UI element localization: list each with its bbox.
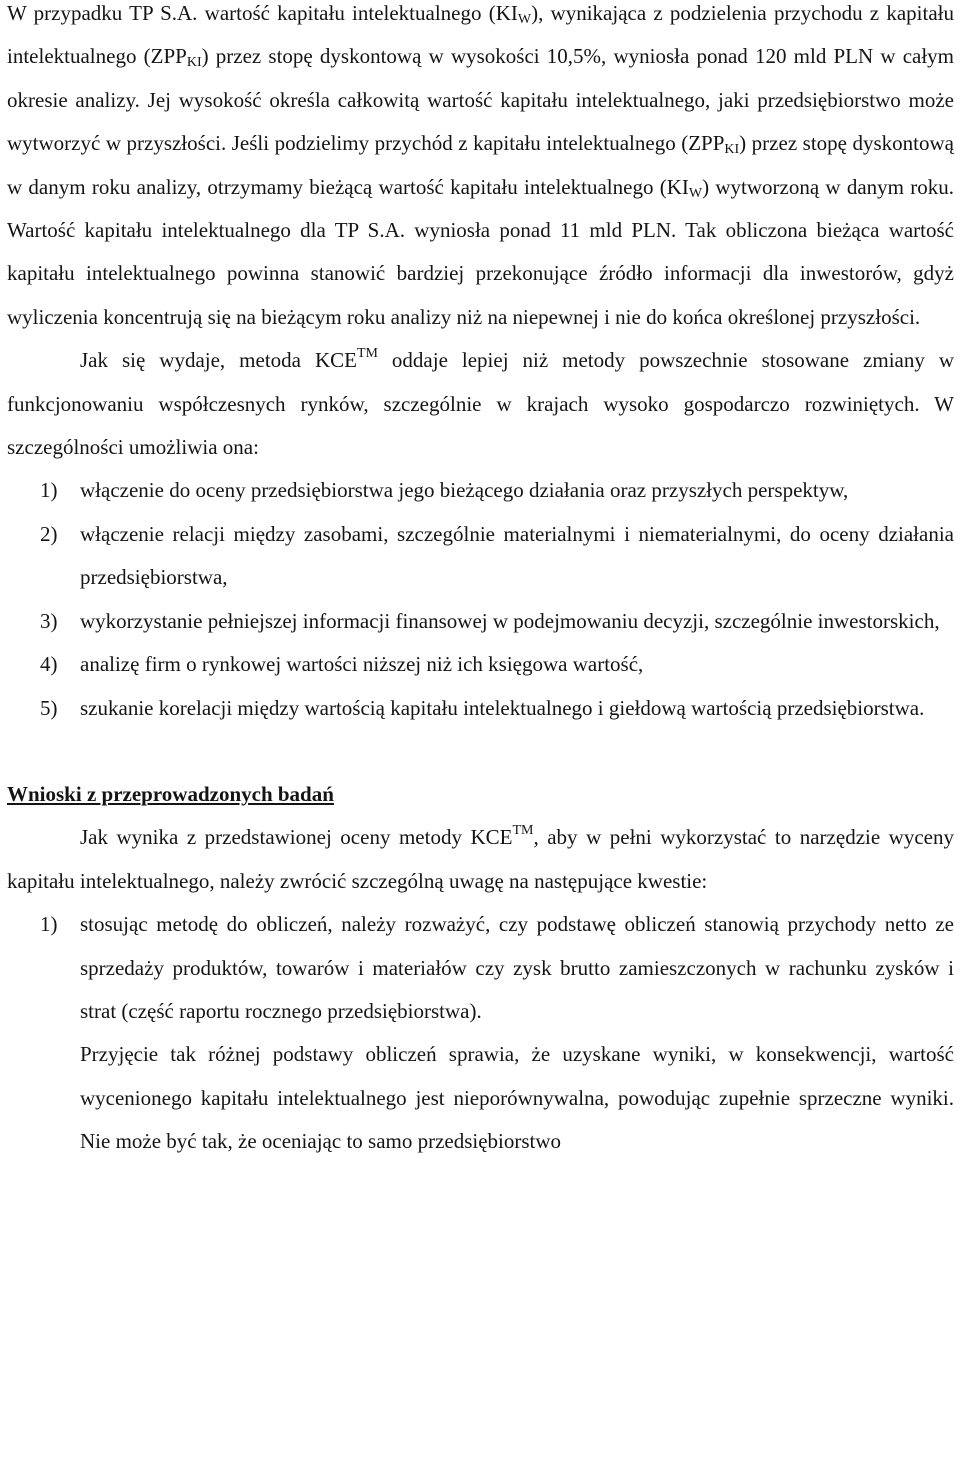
text-run: W przypadku TP S.A. wartość kapitału intelektualnego (KI: [7, 1, 518, 25]
advantages-list: [7, 469, 954, 729]
list-item-continuation: Przyjęcie tak różnej podstawy obliczeń sprawia, że uzyskane wyniki, w konsekwencji, wartość wycenionego kapitału intelektualnego jest nieporównywalna, powodując zupełnie sprzeczne wyniki. Nie może być tak, że oceniając to samo przedsiębiorstwo: [80, 1042, 954, 1154]
list-item-text: włączenie do oceny przedsiębiorstwa jego bieżącego działania oraz przyszłych perspektyw,: [80, 478, 849, 503]
list-item: [7, 687, 954, 730]
list-item-text: wykorzystanie pełniejszej informacji finansowej w podejmowaniu decyzji, szczególnie inwestorskich,: [80, 608, 940, 633]
text-run: ) wytworzoną w danym roku. Wartość kapitału intelektualnego dla TP S.A. wyniosła ponad 11 mld PLN. Tak obliczona bieżąca wartość kapitału intelektualnego powinna stanowić bardziej przekonujące źródło informacji dla inwestorów, gdyż wyliczenia koncentrują się na bieżącym roku analizy niż na niepewnej i nie do końca określonej przyszłości.: [7, 174, 954, 329]
subscript: KI: [724, 142, 740, 158]
conclusions-list: [7, 903, 954, 1033]
list-item: [7, 903, 954, 1033]
superscript: TM: [356, 346, 378, 362]
text-run: , aby w pełni wykorzystać to narzędzie wyceny kapitału intelektualnego, należy zwrócić szczególną uwagę na następujące kwestie:: [7, 825, 954, 893]
text-run: Jak wynika z przedstawionej oceny metody KCE: [80, 825, 513, 850]
list-item-number: 1): [40, 478, 58, 503]
list-item-number: 3): [40, 608, 58, 633]
list-item: [7, 469, 954, 512]
list-item: [7, 513, 954, 600]
list-item-number: 4): [40, 652, 58, 677]
superscript: TM: [512, 823, 534, 839]
paragraph-kce-method: [7, 339, 954, 469]
subscript: KI: [186, 55, 202, 71]
list-item-number: 2): [40, 521, 58, 546]
text-run: ) przez stopę dyskontową w wysokości 10,5%, wyniosła ponad 120 mld PLN w całym okresie analizy. Jej wysokość określa całkowitą wartość kapitału intelektualnego, jaki przedsiębiorstwo może wytworzyć w przyszłości. Jeśli podzielimy przychód z kapitału intelektualnego (ZPP: [7, 44, 955, 156]
section-spacer: [7, 730, 954, 773]
section-heading: Wnioski z przeprowadzonych badań: [7, 781, 334, 806]
list-item-text: analizę firm o rynkowej wartości niższej niż ich księgowa wartość,: [80, 652, 644, 677]
subscript: W: [517, 12, 532, 27]
text-run: Jak się wydaje, metoda KCE: [80, 348, 357, 373]
paragraph-conclusions-intro: [7, 816, 954, 903]
list-item: [7, 643, 954, 686]
text-run: oddaje lepiej niż metody powszechnie stosowane zmiany w funkcjonowaniu współczesnych rynków, szczególnie w krajach wysoko gospodarczo rozwiniętych. W szczególności umożliwia ona:: [7, 348, 954, 460]
list-item-text: stosując metodę do obliczeń, należy rozważyć, czy podstawę obliczeń stanowią przychody netto ze sprzedaży produktów, towarów i materiałów czy zysk brutto zamieszczonych w rachunku zysków i strat (część raportu rocznego przedsiębiorstwa).: [80, 912, 954, 1023]
list-item-text: szukanie korelacji między wartością kapitału intelektualnego i giełdową wartością przedsiębiorstwa.: [80, 695, 925, 720]
text-run: ), wynikająca z podzielenia przychodu z kapitału intelektualnego (ZPP: [7, 1, 954, 69]
list-item-number: 5): [40, 695, 58, 720]
list-item-text: włączenie relacji między zasobami, szczególnie materialnymi i niematerialnymi, do oceny działania przedsiębiorstwa,: [80, 521, 954, 590]
text-run: ) przez stopę dyskontową w danym roku analizy, otrzymamy bieżącą wartość kapitału intelektualnego (KI: [7, 131, 954, 199]
paragraph-ki-value: [7, 0, 954, 339]
list-item-number: 1): [40, 912, 58, 937]
list-item: [7, 600, 954, 643]
subscript: W: [688, 185, 703, 201]
